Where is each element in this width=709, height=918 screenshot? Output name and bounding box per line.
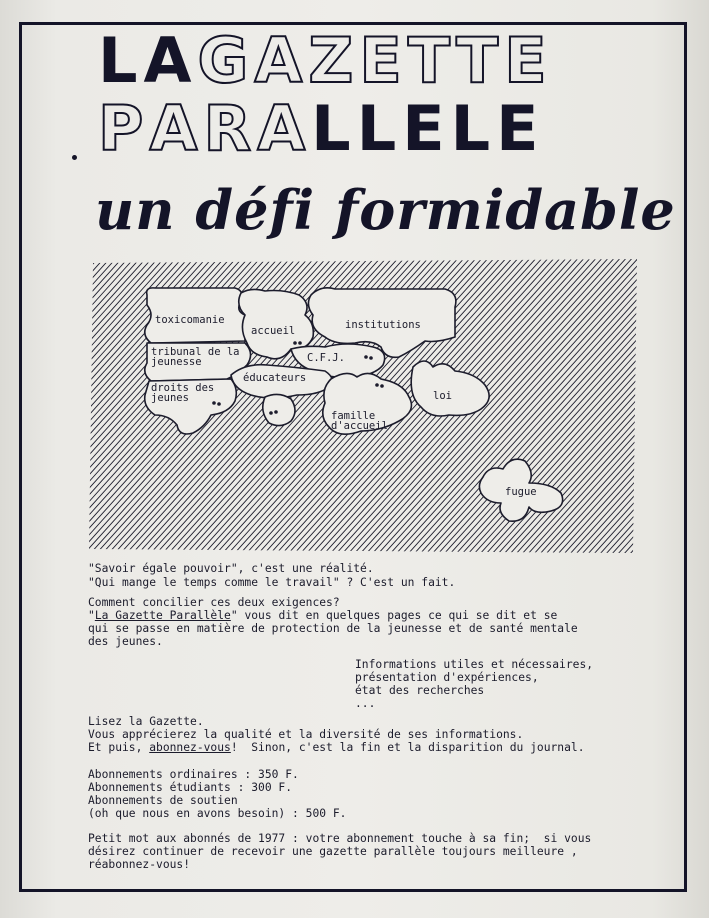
title-letter: E <box>402 92 451 165</box>
label-accueil: accueil <box>251 325 296 337</box>
body-text: Et puis, <box>88 741 150 754</box>
price-line: Abonnements ordinaires : 350 F. <box>88 768 299 781</box>
title-letter: Z <box>308 24 360 97</box>
piece-small <box>263 394 295 425</box>
hatch-line <box>85 255 89 555</box>
puzzle-illustration <box>85 255 645 555</box>
piece-loi <box>411 361 489 416</box>
title-letter: E <box>504 24 553 97</box>
info-line: ... <box>355 697 376 710</box>
body-line: Lisez la Gazette. <box>88 715 204 728</box>
subtitle: un défi formidable <box>95 178 676 242</box>
body-line: qui se passe en matière de protection de la jeunesse et de santé mentale <box>88 622 578 635</box>
gazette-name: La Gazette Parallèle <box>94 609 231 622</box>
price-line: Abonnements de soutien <box>88 794 238 807</box>
body-line: "La Gazette Parallèle" vous dit en quelques pages ce qui se dit et se <box>88 609 558 622</box>
hatch-line <box>641 255 645 555</box>
title-letter: A <box>149 92 204 165</box>
title-letter: L <box>450 92 497 165</box>
title-letter: P <box>98 92 150 165</box>
info-line: état des recherches <box>355 684 485 697</box>
label-toxicomanie: toxicomanie <box>155 314 225 326</box>
notice-line: Petit mot aux abonnés de 1977 : votre abonnement touche à sa fin; si vous <box>88 832 592 845</box>
body-line: "Savoir égale pouvoir", c'est une réalité. <box>88 562 374 575</box>
title-line-2 <box>98 92 545 165</box>
notice-line: désirez continuer de recevoir une gazette parallèle toujours meilleure , <box>88 845 578 858</box>
subscribe-call: abonnez-vous <box>149 741 231 754</box>
hatch-line <box>563 255 645 555</box>
label-fugue: fugue <box>505 486 537 498</box>
title-letter: T <box>407 24 456 97</box>
info-line: présentation d'expériences, <box>355 671 539 684</box>
hatch-line <box>635 255 645 555</box>
title-letter: A <box>254 24 309 97</box>
label-educateurs: éducateurs <box>243 372 307 384</box>
title-letter: R <box>203 92 258 165</box>
title-letter: T <box>456 24 505 97</box>
label-institutions: institutions <box>345 319 421 331</box>
label-famille-1: famille <box>331 410 376 422</box>
title-letter: E <box>496 92 545 165</box>
body-line: des jeunes. <box>88 635 163 648</box>
price-line: (oh que nous en avons besoin) : 500 F. <box>88 807 347 820</box>
label-tribunal-1: tribunal de la <box>151 346 240 358</box>
title-letter: L <box>311 92 357 165</box>
body-line: Comment concilier ces deux exigences? <box>88 596 340 609</box>
body-text: ! Sinon, c'est la fin et la disparition du journal. <box>230 741 585 754</box>
title-letter: A <box>257 92 312 165</box>
price-line: Abonnements étudiants : 300 F. <box>88 781 293 794</box>
ink-dot <box>72 155 77 160</box>
label-droits-2: jeunes <box>151 392 189 404</box>
label-loi: loi <box>433 390 452 402</box>
title-line-1 <box>98 24 553 97</box>
label-cfj: C.F.J. <box>307 352 345 364</box>
label-droits-1: droits des <box>151 382 215 394</box>
body-line: "Qui mange le temps comme le travail" ? C'est un fait. <box>88 576 456 589</box>
label-tribunal-2: jeunesse <box>151 356 202 368</box>
notice-line: réabonnez-vous! <box>88 858 191 871</box>
body-line <box>88 741 585 754</box>
title-letter: E <box>359 24 408 97</box>
label-famille-2: d'accueil <box>331 420 388 432</box>
body-text: " vous dit en quelques pages ce qui se dit et se <box>230 609 558 622</box>
title-letter: G <box>197 24 255 97</box>
title-letter: L <box>98 24 144 97</box>
title-letter: A <box>143 24 198 97</box>
title-letter: L <box>356 92 403 165</box>
info-line: Informations utiles et nécessaires, <box>355 658 594 671</box>
body-line: Vous apprécierez la qualité et la diversité de ses informations. <box>88 728 524 741</box>
